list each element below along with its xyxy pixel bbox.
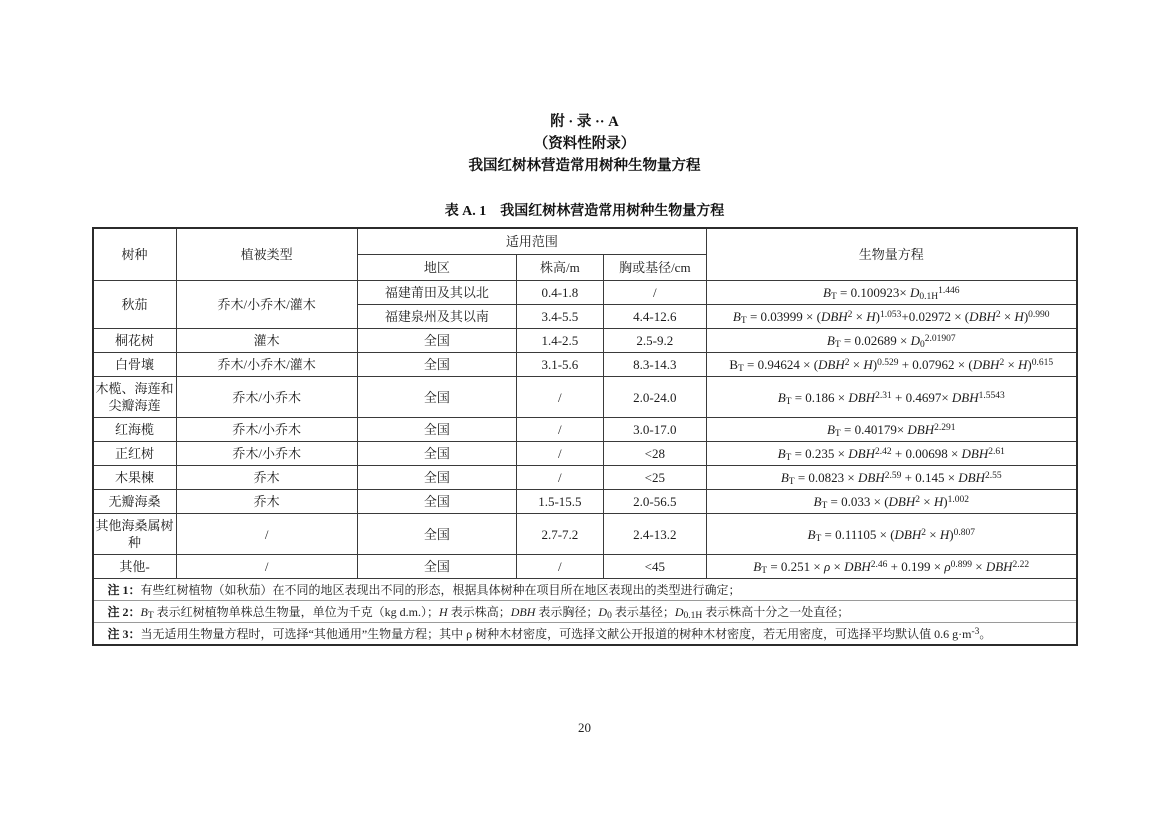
biomass-equation-table [92,227,1078,646]
species-cell: 其他- [93,555,177,579]
header-row-1 [93,228,1077,255]
diameter-cell: / [603,281,706,305]
species-cell: 红海榄 [93,418,177,442]
col-header-region: 地区 [357,255,516,281]
equation-cell: $B_T = 0.02689 \times D_0^{2.01907}$ [706,329,1076,353]
col-header-applicable-range: 适用范围 [357,228,706,255]
table-row [93,353,1077,377]
region-cell: 全国 [357,442,516,466]
vegetation-cell: 乔木 [176,466,357,490]
species-cell: 木榄、海莲和尖瓣海莲 [93,377,177,418]
height-cell: 1.5-15.5 [517,490,604,514]
note-item [93,623,1077,646]
diameter-cell: 3.0-17.0 [603,418,706,442]
diameter-cell: <28 [603,442,706,466]
height-cell: 2.7-7.2 [517,514,604,555]
height-cell: 3.4-5.5 [517,305,604,329]
height-cell: / [517,466,604,490]
note-label: 注 1： [107,582,141,597]
region-cell: 全国 [357,514,516,555]
region-cell: 福建泉州及其以南 [357,305,516,329]
diameter-cell: 2.0-24.0 [603,377,706,418]
note-label: 注 3： [107,626,141,641]
col-header-species: 树种 [93,228,177,281]
height-cell: 0.4-1.8 [517,281,604,305]
diameter-cell: 2.5-9.2 [603,329,706,353]
appendix-title: 附 · 录 ·· A [550,114,619,130]
equation-cell: $B_T = 0.251 \times \rho \times DBH^{2.46} + 0.199 \times \rho^{0.899} \times DBH^{2.22}$ [706,555,1076,579]
vegetation-cell: 乔木/小乔木/灌木 [176,353,357,377]
page-number: 20 [578,720,591,735]
height-cell: / [517,377,604,418]
vegetation-cell: 乔木/小乔木 [176,418,357,442]
equation-cell: $B_T = 0.11105 \times (DBH^2 \times H)^{0.807}$ [706,514,1076,555]
height-cell: 3.1-5.6 [517,353,604,377]
region-cell: 福建莆田及其以北 [357,281,516,305]
vegetation-cell: 乔木/小乔木 [176,442,357,466]
note-text: 有些红树植物（如秋茄）在不同的地区表现出不同的形态，根据具体树种在项目所在地区表现出的类型进行确定； [140,582,741,597]
diameter-cell: 2.0-56.5 [603,490,706,514]
equation-cell: $B_T = 0.94624 \times (DBH^2 \times H)^{0.529} + 0.07962 \times (DBH^2 \times H)^{0.615}$ [706,353,1076,377]
note-item [93,601,1077,623]
equation-cell: $B_T = 0.186 \times DBH^{2.31} + 0.4697\times DBH^{1.5543}$ [706,377,1076,418]
species-cell: 秋茄 [93,281,177,329]
species-cell: 桐花树 [93,329,177,353]
note-text: $B_T$ 表示红树植物单株总生物量，单位为千克（kg d.m.）；H 表示株高；DBH 表示胸径；$D_0$ 表示基径；$D_{0.1H}$ 表示株高十分之一处直径； [140,604,850,621]
species-cell: 其他海桑属树种 [93,514,177,555]
diameter-cell: <45 [603,555,706,579]
height-cell: / [517,442,604,466]
diameter-cell: 4.4-12.6 [603,305,706,329]
table-row [93,377,1077,418]
equation-cell: $B_T = 0.235 \times DBH^{2.42} + 0.00698 \times DBH^{2.61}$ [706,442,1076,466]
note-text: 当无适用生物量方程时，可选择“其他通用”生物量方程；其中 ρ 树种木材密度，可选择文献公开报道的树种木材密度，若无用密度，可选择平均默认值 0.6 $g\cdot m^{-3}$。 [140,626,992,641]
species-cell: 正红树 [93,442,177,466]
col-header-vegetation-type: 植被类型 [176,228,357,281]
table-row [93,555,1077,579]
col-header-equation: 生物量方程 [706,228,1076,281]
vegetation-cell: 灌木 [176,329,357,353]
diameter-cell: 2.4-13.2 [603,514,706,555]
height-cell: / [517,418,604,442]
table-caption: 表 A. 1 我国红树林营造常用树种生物量方程 [444,204,725,219]
equation-cell: $B_T = 0.03999 \times (DBH^2 \times H)^{1.053}+0.02972 \times (DBH^2 \times H)^{0.990}$ [706,305,1076,329]
table-row [93,281,1077,305]
appendix-subtitle: （资料性附录） [533,136,636,152]
col-header-diameter: 胸或基径/cm [603,255,706,281]
vegetation-cell: / [176,555,357,579]
diameter-cell: <25 [603,466,706,490]
diameter-cell: 8.3-14.3 [603,353,706,377]
equation-cell: $B_T = 0.0823 \times DBH^{2.59} + 0.145 \times DBH^{2.55}$ [706,466,1076,490]
equation-cell: $B_T = 0.033 \times (DBH^2 \times H)^{1.002}$ [706,490,1076,514]
height-cell: / [517,555,604,579]
species-cell: 木果楝 [93,466,177,490]
region-cell: 全国 [357,353,516,377]
region-cell: 全国 [357,490,516,514]
region-cell: 全国 [357,555,516,579]
appendix-header [0,0,1169,177]
region-cell: 全国 [357,377,516,418]
height-cell: 1.4-2.5 [517,329,604,353]
note-label: 注 2： [107,604,141,619]
table-row [93,418,1077,442]
table-row [93,490,1077,514]
species-cell: 白骨壤 [93,353,177,377]
table-row [93,442,1077,466]
vegetation-cell: 乔木 [176,490,357,514]
region-cell: 全国 [357,329,516,353]
region-cell: 全国 [357,418,516,442]
vegetation-cell: / [176,514,357,555]
note-item [93,579,1077,601]
table-row [93,466,1077,490]
table-row [93,514,1077,555]
equation-cell: $B_T = 0.40179\times DBH^{2.291}$ [706,418,1076,442]
table-row [93,329,1077,353]
vegetation-cell: 乔木/小乔木 [176,377,357,418]
vegetation-cell: 乔木/小乔木/灌木 [176,281,357,329]
equation-cell: $B_T = 0.100923\times D_{0.1H}^{1.446}$ [706,281,1076,305]
appendix-heading: 我国红树林营造常用树种生物量方程 [468,158,701,174]
col-header-height: 株高/m [517,255,604,281]
species-cell: 无瓣海桑 [93,490,177,514]
region-cell: 全国 [357,466,516,490]
